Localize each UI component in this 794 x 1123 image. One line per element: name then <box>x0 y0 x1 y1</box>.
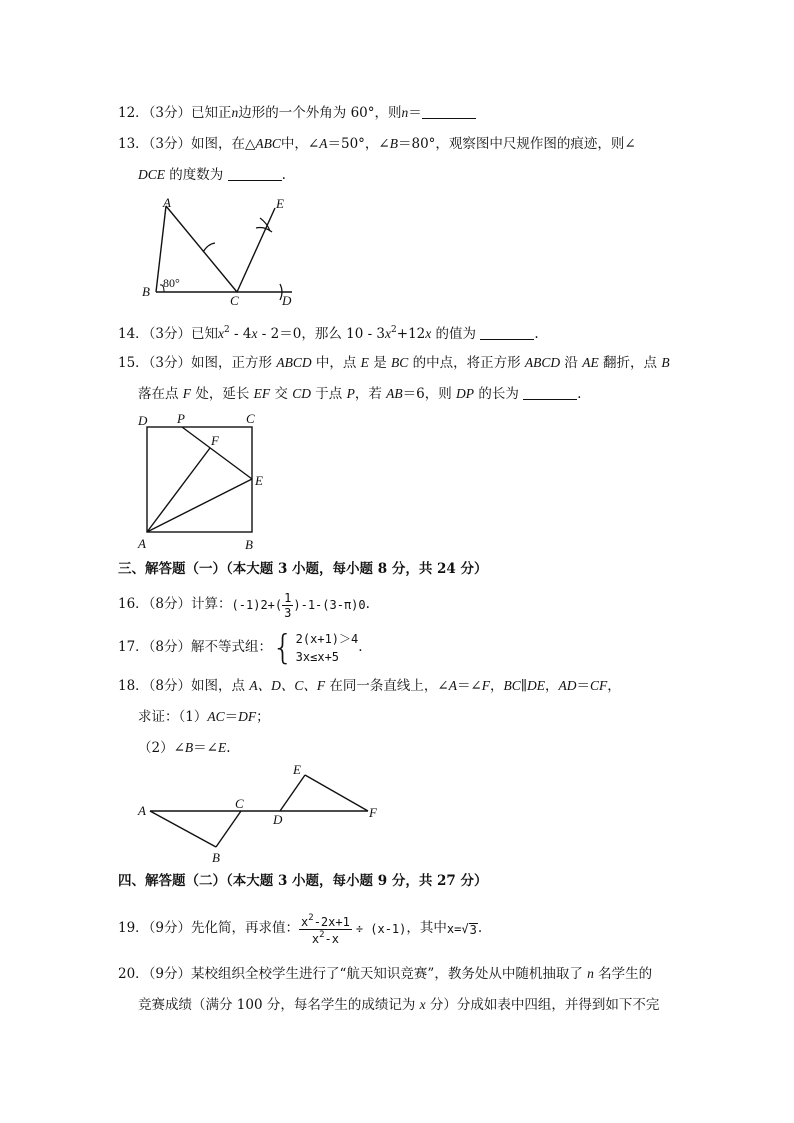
question-15-line2: 落在点 F 处，延长 EF 交 CD 于点 P，若 AB＝6，则 DP 的长为 . <box>138 386 582 402</box>
figure-18 <box>130 760 390 868</box>
question-20-line2: 竞赛成绩（满分 100 分，每名学生的成绩记为 x 分）分成如表中四组，并得到如下不完 <box>138 997 660 1013</box>
label-C: C <box>235 796 244 811</box>
question-20-line1: 20．（9分）某校组织全校学生进行了“航天知识竞赛”，教务处从中随机抽取了 n 名学生的 <box>118 966 653 982</box>
label-B: B <box>142 284 150 299</box>
question-17: 17．（8分） 解不等式组： { 2(x+1)＞4 3x≤x+5 . <box>118 628 363 668</box>
label-E: E <box>255 473 263 488</box>
label-E: E <box>293 762 301 777</box>
figure-13 <box>130 192 310 312</box>
label-D: D <box>273 812 283 827</box>
question-18-line1: 18．（8分）如图，点 A、D、C、F 在同一条直线上，∠A＝∠F，BC∥DE，AD＝CF， <box>118 678 621 694</box>
question-18-line3: （2）∠B＝∠E. <box>138 740 231 756</box>
label-P: P <box>177 411 185 426</box>
label-C: C <box>246 411 255 426</box>
label-B: B <box>212 850 220 865</box>
label-B: B <box>245 537 253 552</box>
label-D: D <box>138 413 148 428</box>
label-C: C <box>230 293 239 308</box>
section-4-heading: 四、解答题（二）（本大题 3 小题，每小题 9 分，共 27 分） <box>118 873 488 889</box>
label-D: D <box>282 293 292 308</box>
label-E: E <box>276 196 284 211</box>
fraction-expression: $\frac{x^2-2x+1}{x^2-x}$ <box>301 912 350 946</box>
question-12: 12．（3分）已知正n边形的一个外角为 60°，则n＝ <box>118 106 476 121</box>
sqrt-symbol: √ <box>461 922 469 936</box>
inequality-system: 2(x+1)＞4 3x≤x+5 <box>295 632 359 664</box>
question-16: 16．（8分） 计算： (-1) 2 +( $\frac{1}{3}$ ) -1 -(3-π) 0 . <box>118 590 370 620</box>
answer-blank <box>422 117 476 119</box>
question-15-line1: 15．（3分）如图，正方形 ABCD 中，点 E 是 BC 的中点，将正方形 ABCD 沿 AE 翻折，点 B <box>118 355 670 371</box>
question-18-line2: 求证：（1）AC＝DF； <box>138 709 270 725</box>
answer-blank <box>523 398 577 400</box>
section-3-heading: 三、解答题（一）（本大题 3 小题，每小题 8 分，共 24 分） <box>118 561 488 577</box>
figure-15 <box>130 408 280 554</box>
label-A: A <box>138 536 146 551</box>
brace: { <box>272 628 294 668</box>
label-F: F <box>369 805 377 820</box>
answer-blank <box>480 338 534 340</box>
answer-blank <box>228 179 282 181</box>
question-13-line1: 13．（3分）如图，在△ABC中，∠A＝50°，∠B＝80°，观察图中尺规作图的痕迹，则∠ <box>118 136 636 152</box>
question-14: 14．（3分）已知$x^2 - 4x - 2=0$，那么 $10 - 3x^2+12x$ 的值为 . <box>118 325 539 342</box>
question-13-line2: DCE 的度数为 . <box>138 167 286 183</box>
label-F: F <box>211 433 219 448</box>
fraction-one-third: $\frac{1}{3}$ <box>284 590 292 620</box>
label-A: A <box>138 803 146 818</box>
angle-label: 80° <box>163 276 180 290</box>
question-19: 19．（9分） 先化简，再求值： $\frac{x^2-2x+1}{x^2-x}$ ÷ (x-1) ，其中 x= √ 3 . <box>118 912 483 946</box>
label-A: A <box>163 195 171 210</box>
